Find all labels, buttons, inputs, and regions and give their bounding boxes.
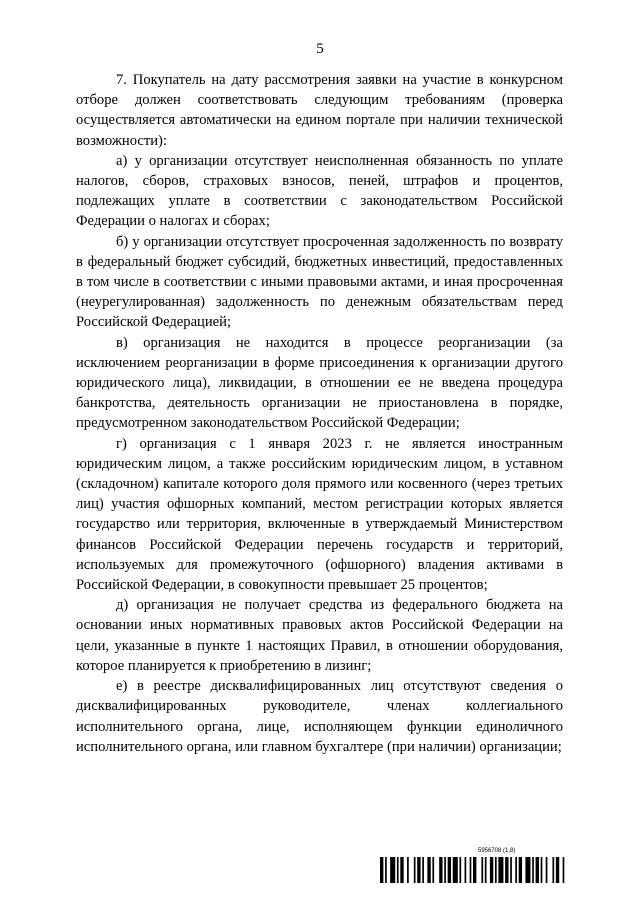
barcode-bar: [536, 857, 539, 883]
barcode-bar: [432, 857, 434, 883]
barcode-bar: [397, 857, 399, 883]
barcode-bar: [427, 857, 430, 883]
paragraph-item-7: 7. Покупатель на дату рассмотрения заявки на участие в конкурсном отборе должен соответствовать следующим требованиям (проверка осуществляется автоматически на едином портале при наличии технической возможности):: [76, 72, 563, 149]
document-body: [76, 70, 563, 757]
barcode-bar: [444, 857, 446, 883]
paragraph-subitem-b: б) у организации отсутствует просроченная задолженность по возврату в федеральный бюджет субсидий, бюджетных инвестиций, предоставленных в том числе в соответствии с иными правовыми актами, и иная просроченная (неурегулированная) задолженность по денежным обязательствам перед Российской Федерацией;: [76, 233, 563, 331]
barcode-bar: [525, 857, 530, 883]
barcode-bar: [390, 857, 395, 883]
barcode-bar: [563, 857, 565, 883]
barcode-bar: [505, 857, 508, 883]
barcode-bar: [407, 857, 409, 883]
barcode-bar: [470, 857, 472, 883]
barcode-bar: [552, 857, 554, 883]
barcode-bar: [490, 857, 493, 883]
barcode-bar: [498, 857, 503, 883]
barcode-bar: [380, 857, 383, 883]
page-number: 5: [316, 41, 324, 57]
barcode-bar: [546, 857, 548, 883]
barcode-bar: [481, 857, 483, 883]
barcode-bar: [473, 857, 476, 883]
barcode-bar: [400, 857, 403, 883]
document-code: 5956708 (1.8): [478, 848, 516, 854]
barcode-bar: [422, 857, 424, 883]
barcode-bar: [515, 857, 517, 883]
barcode-bar: [465, 857, 467, 883]
paragraph-subitem-d: д) организация не получает средства из федерального бюджета на основании иных нормативных правовых актов Российской Федерации на цели, указанные в пункте 1 настоящих Правил, в отношении оборудования, которое планируется к приобретению в лизинг;: [76, 597, 563, 674]
barcode-bar: [519, 857, 522, 883]
barcode-bar: [485, 857, 487, 883]
barcode-bar: [495, 857, 497, 883]
paragraph-subitem-a: а) у организации отсутствует неисполненная обязанность по уплате налогов, сборов, страховых взносов, пеней, штрафов и процентов, подлежащих уплате в соответствии с законодательством Российской Федерации о налогах и сборах;: [76, 152, 563, 230]
barcode-bar: [453, 857, 458, 883]
paragraph-subitem-v: в) организация не находится в процессе реорганизации (за исключением реорганизации в форме присоединения к организации другого юридического лица), ликвидации, в отношении ее не введена процедура банкротства, деятельность организации не приостановлена в порядке, предусмотренном законодательством Российской Федерации;: [76, 334, 563, 432]
barcode-bar: [414, 857, 416, 883]
barcode-bar: [459, 857, 461, 883]
barcode-bar: [385, 857, 387, 883]
barcode-image: [380, 857, 566, 883]
barcode-bar: [417, 857, 420, 883]
paragraph-subitem-g: г) организация с 1 января 2023 г. не является иностранным юридическим лицом, а также российским юридическим лицом, в уставном (складочном) капитале которого доля прямого или косвенного (через третьих лиц) участия офшорных компаний, местом регистрации которых является государство или территория, включенные в утверждаемый Министерством финансов Российской Федерации перечень государств и территорий, используемых для промежуточного (офшорного) владения активами в Российской Федерации, в совокупности превышает 25 процентов;: [76, 435, 563, 594]
barcode-bar: [541, 857, 543, 883]
barcode-bar: [448, 857, 451, 883]
barcode-bar: [532, 857, 534, 883]
barcode-bar: [556, 857, 559, 883]
paragraph-subitem-e: е) в реестре дисквалифицированных лиц отсутствуют сведения о дисквалифицированных руководителе, членах коллегиального исполнительного органа, лице, исполняющем функции единоличного исполнительного органа, или главном бухгалтере (при наличии) организации;: [76, 678, 563, 755]
barcode-bar: [510, 857, 512, 883]
barcode-bar: [439, 857, 442, 883]
